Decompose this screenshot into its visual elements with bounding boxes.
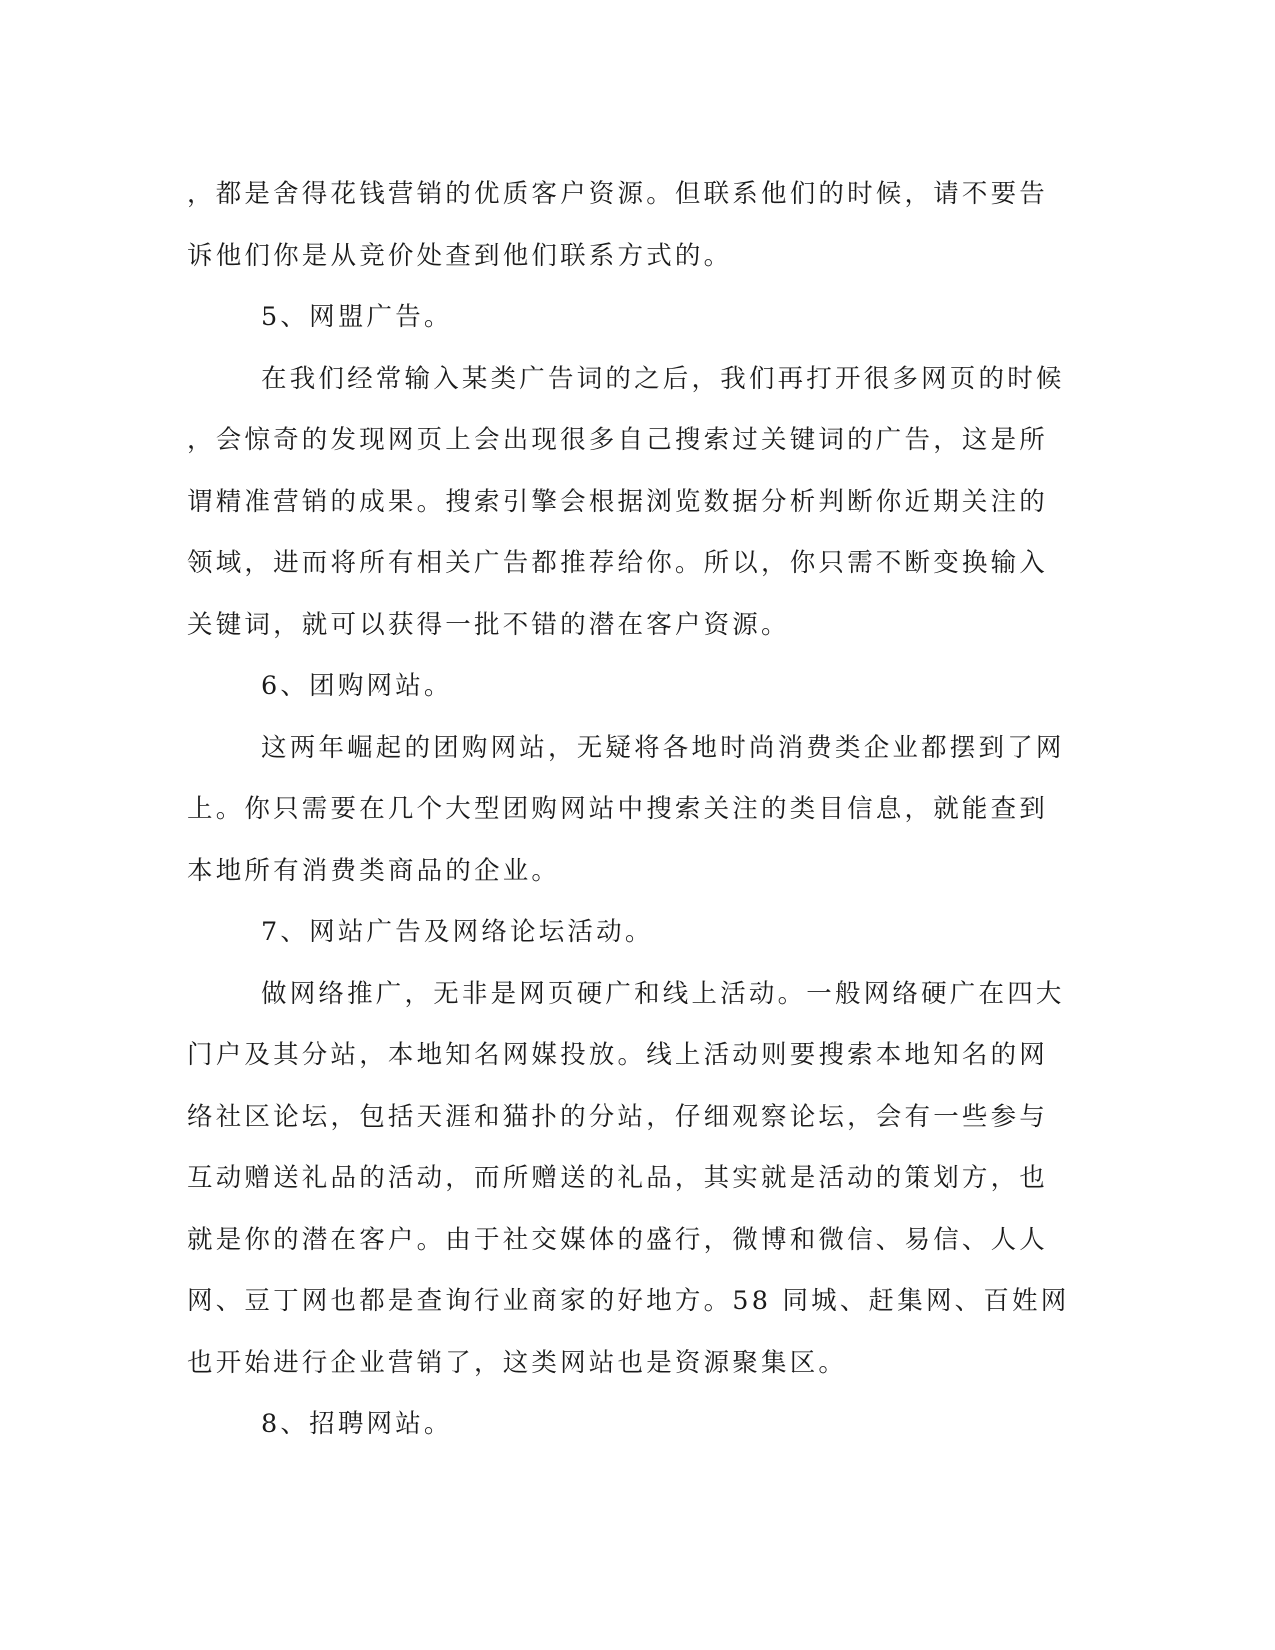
text-line: 就是你的潜在客户。由于社交媒体的盛行，微博和微信、易信、人人	[187, 1224, 1049, 1255]
paragraph-start: 在我们经常输入某类广告词的之后，我们再打开很多网页的时候	[261, 363, 1065, 394]
text-line: 互动赠送礼品的活动，而所赠送的礼品，其实就是活动的策划方，也	[187, 1163, 1049, 1193]
section-heading-8: 8、招聘网站。	[261, 1409, 453, 1439]
text-line: ，会惊奇的发现网页上会出现很多自己搜索过关键词的广告，这是所	[187, 425, 1049, 455]
text-line: ，都是舍得花钱营销的优质客户资源。但联系他们的时候，请不要告	[187, 179, 1049, 209]
paragraph-start: 做网络推广，无非是网页硬广和线上活动。一般网络硬广在四大	[261, 978, 1065, 1009]
text-line: 诉他们你是从竞价处查到他们联系方式的。	[187, 240, 733, 271]
text-line: 谓精准营销的成果。搜索引擎会根据浏览数据分析判断你近期关注的	[187, 486, 1049, 517]
text-line: 络社区论坛，包括天涯和猫扑的分站，仔细观察论坛，会有一些参与	[187, 1101, 1049, 1132]
text-line: 领域，进而将所有相关广告都推荐给你。所以，你只需不断变换输入	[187, 548, 1049, 578]
text-line: 门户及其分站，本地知名网媒投放。线上活动则要搜索本地知名的网	[187, 1040, 1049, 1070]
text-line: 关键词，就可以获得一批不错的潜在客户资源。	[187, 609, 790, 640]
document-body	[187, 164, 1077, 1456]
text-line: 本地所有消费类商品的企业。	[187, 855, 561, 886]
section-heading-5: 5、网盟广告。	[261, 302, 453, 332]
section-heading-6: 6、团购网站。	[261, 671, 453, 701]
paragraph-start: 这两年崛起的团购网站，无疑将各地时尚消费类企业都摆到了网	[261, 732, 1065, 763]
text-line: 网、豆丁网也都是查询行业商家的好地方。58 同城、赶集网、百姓网	[187, 1286, 1070, 1316]
section-heading-7: 7、网站广告及网络论坛活动。	[261, 917, 654, 947]
text-line: 上。你只需要在几个大型团购网站中搜索关注的类目信息，就能查到	[187, 794, 1049, 824]
text-line: 也开始进行企业营销了，这类网站也是资源聚集区。	[187, 1347, 848, 1378]
